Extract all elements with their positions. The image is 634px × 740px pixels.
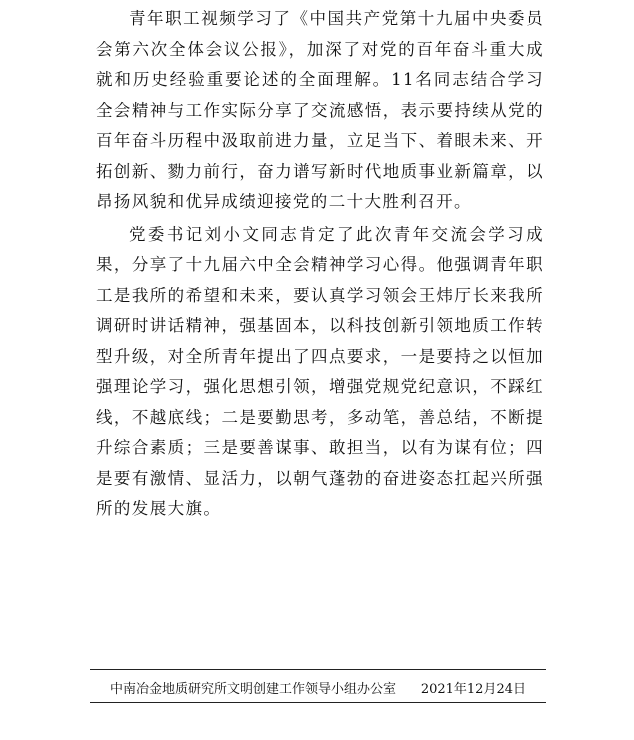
document-body: [96, 4, 544, 527]
footer-date: 2021年12月24日: [420, 682, 526, 697]
document-footer: [90, 669, 546, 703]
paragraph-study-session: 青年职工视频学习了《中国共产党第十九届中央委员会第六次全体会议公报》，加深了对党的百年奋斗重大成就和历史经验重要论述的全面理解。11名同志结合学习全会精神与工作实际分享了交流感悟，表示要持续从党的百年奋斗历程中汲取前进力量，立足当下、着眼未来、开拓创新、勠力前行，奋力谱写新时代地质事业新篇章，以昂扬风貌和优异成绩迎接党的二十大胜利召开。: [96, 9, 544, 211]
footer-organization: 中南冶金地质研究所文明创建工作领导小组办公室: [110, 682, 397, 697]
paragraph-secretary-remarks: 党委书记刘小文同志肯定了此次青年交流会学习成果，分享了十九届六中全会精神学习心得。他强调青年职工是我所的希望和未来，要认真学习领会王炜厅长来我所调研时讲话精神，强基固本，以科技创新引领地质工作转型升级，对全所青年提出了四点要求，一是要持之以恒加强理论学习，强化思想引领，增强党规党纪意识，不踩红线，不越底线；二是要勤思考，多动笔，善总结，不断提升综合素质；三是要善谋事、敢担当，以有为谋有位；四是要有激情、显活力，以朝气蓬勃的奋进姿态扛起兴所强所的发展大旗。: [96, 224, 544, 518]
